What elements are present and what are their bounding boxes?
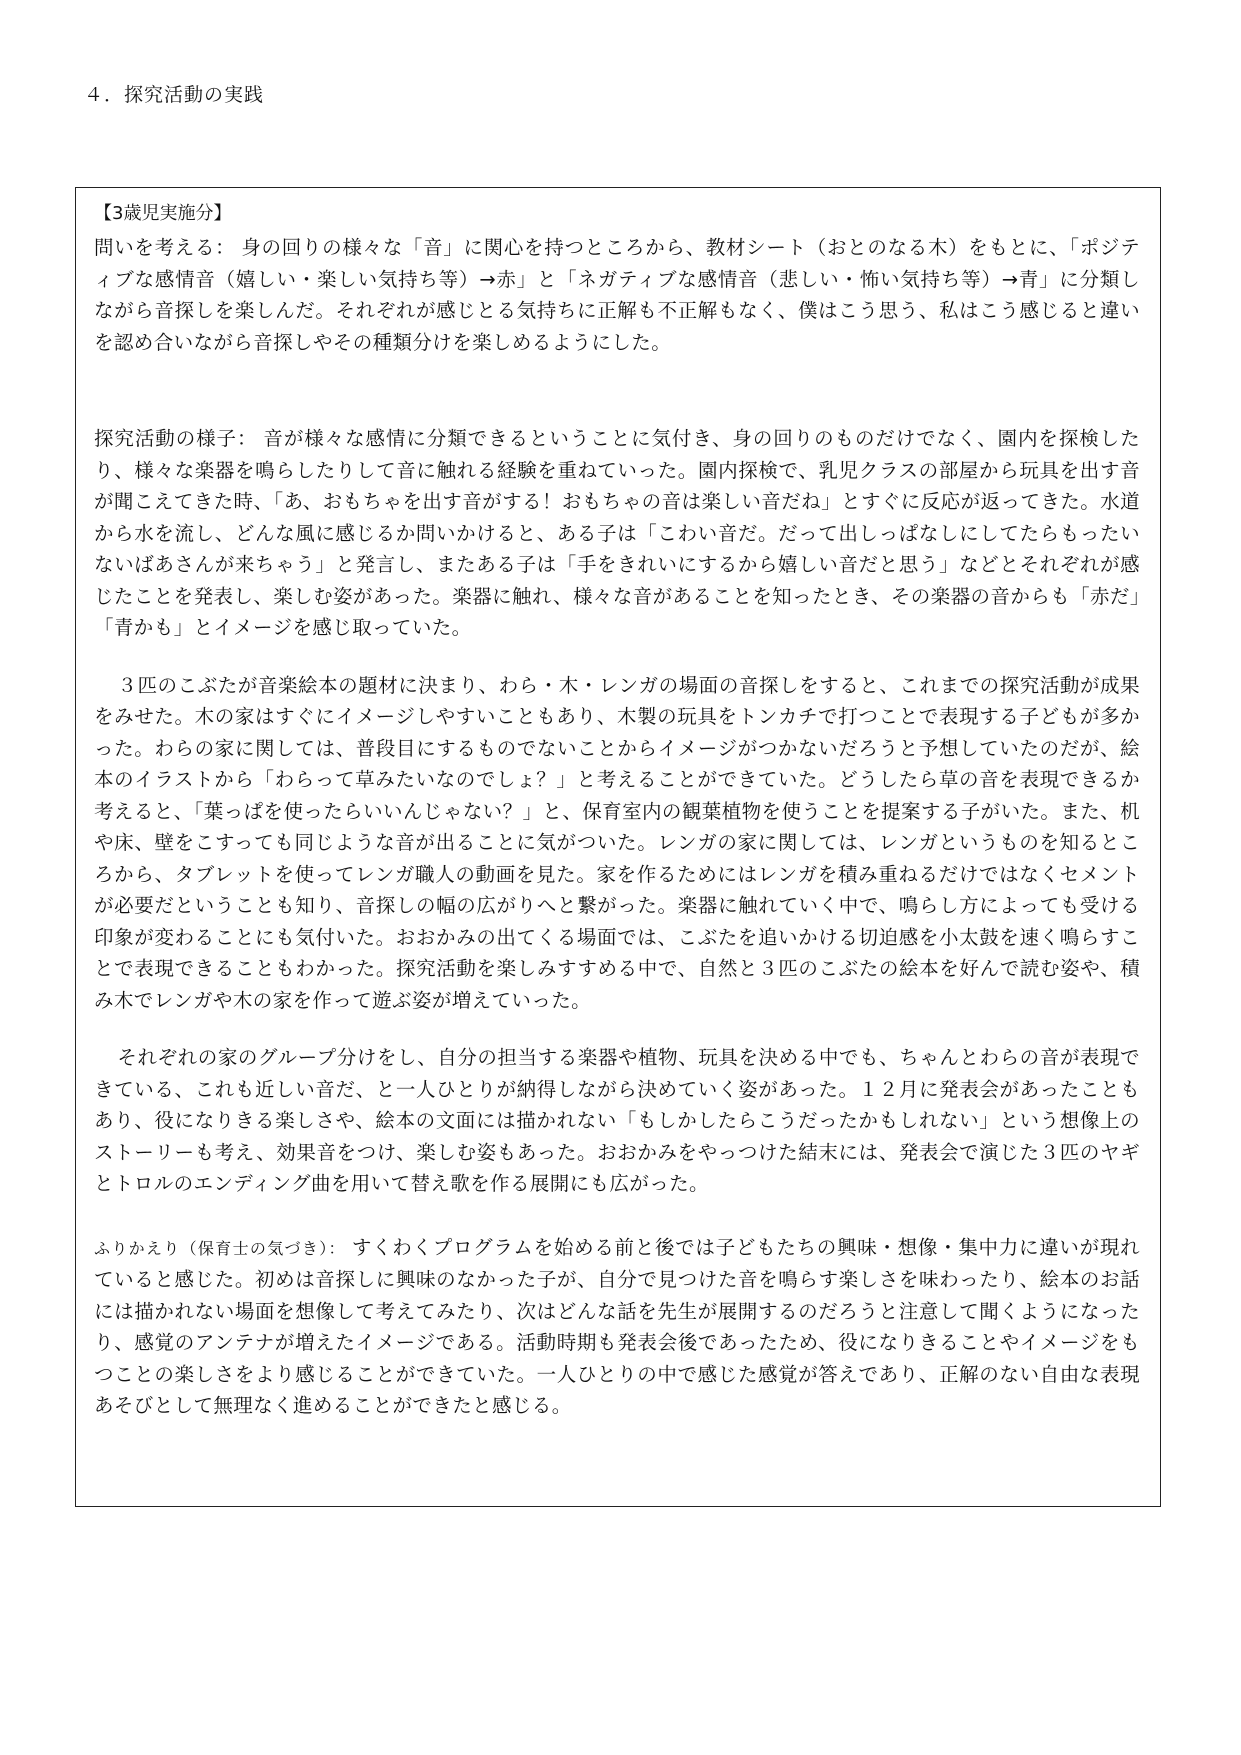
reflection-paragraph xyxy=(94,1232,1140,1422)
reflection-label: ふりかえり（保育士の気づき）： xyxy=(94,1238,346,1258)
question-label: 問いを考える： xyxy=(94,236,236,259)
activity-paragraph xyxy=(94,423,1140,644)
activity-label: 探究活動の様子： xyxy=(94,427,258,450)
question-paragraph xyxy=(94,232,1140,358)
activity-paragraph-2: ３匹のこぶたが音楽絵本の題材に決まり、わら・木・レンガの場面の音探しをすると、これまでの探究活動が成果をみせた。木の家はすぐにイメージしやすいこともあり、木製の玩具をトンカチで打つことで表現する子どもが多かった。わらの家に関しては、普段目にするものでないことからイメージがつかないだろうと予想していたのだが、絵本のイラストから「わらって草みたいなのでしょ？」と考えることができていた。どうしたら草の音を表現できるか考えると、「葉っぱを使ったらいいんじゃない？」と、保育室内の観葉植物を使うことを提案する子がいた。また、机や床、壁をこすっても同じような音が出ることに気がついた。レンガの家に関しては、レンガというものを知るところから、タブレットを使ってレンガ職人の動画を見た。家を作るためにはレンガを積み重ねるだけではなくセメントが必要だということも知り、音探しの幅の広がりへと繋がった。楽器に触れていく中で、鳴らし方によっても受ける印象が変わることにも気付いた。おおかみの出てくる場面では、こぶたを追いかける切迫感を小太鼓を速く鳴らすことで表現できることもわかった。探究活動を楽しみすすめる中で、自然と３匹のこぶたの絵本を好んで読む姿や、積み木でレンガや木の家を作って遊ぶ姿が増えていった。 xyxy=(94,673,1140,1012)
report-box xyxy=(75,187,1161,1507)
reflection-text: すくわくプログラムを始める前と後では子どもたちの興味・想像・集中力に違いが現れていると感じた。初めは音探しに興味のなかった子が、自分で見つけた音を鳴らす楽しさを味わったり、絵本のお話には描かれない場面を想像して考えてみたり、次はどんな話を先生が展開するのだろうと注意して聞くようになったり、感覚のアンテナが増えたイメージである。活動時期も発表会後であったため、役になりきることやイメージをもつことの楽しさをより感じることができていた。一人ひとりの中で感じた感覚が答えであり、正解のない自由な表現あそびとして無理なく進めることができたと感じる。 xyxy=(94,1235,1140,1417)
question-text: 身の回りの様々な「音」に関心を持つところから、教材シート（おとのなる木）をもとに、「ポジティブな感情音（嬉しい・楽しい気持ち等）→赤」と「ネガティブな感情音（悲しい・怖い気持ち等）→青」に分類しながら音探しを楽しんだ。それぞれが感じとる気持ちに正解も不正解もなく、僕はこう思う、私はこう感じると違いを認め合いながら音探しやその種類分けを楽しめるようにした。 xyxy=(94,236,1140,354)
section-heading: ４．探究活動の実践 xyxy=(84,84,265,106)
group-label: 【3歳児実施分】 xyxy=(94,203,232,224)
report-content xyxy=(94,200,1140,1422)
activity-paragraph-3: それぞれの家のグループ分けをし、自分の担当する楽器や植物、玩具を決める中でも、ちゃんとわらの音が表現できている、これも近しい音だ、と一人ひとりが納得しながら決めていく姿があった。１２月に発表会があったこともあり、役になりきる楽しさや、絵本の文面には描かれない「もしかしたらこうだったかもしれない」という想像上のストーリーも考え、効果音をつけ、楽しむ姿もあった。おおかみをやっつけた結末には、発表会で演じた３匹のヤギとトロルのエンディング曲を用いて替え歌を作る展開にも広がった。 xyxy=(94,1046,1140,1195)
activity-text: 音が様々な感情に分類できるということに気付き、身の回りのものだけでなく、園内を探検したり、様々な楽器を鳴らしたりして音に触れる経験を重ねていった。園内探検で、乳児クラスの部屋から玩具を出す音が聞こえてきた時、「あ、おもちゃを出す音がする！おもちゃの音は楽しい音だね」とすぐに反応が返ってきた。水道から水を流し、どんな風に感じるか問いかけると、ある子は「こわい音だ。だって出しっぱなしにしてたらもったいないばあさんが来ちゃう」と発言し、またある子は「手をきれいにするから嬉しい音だと思う」などとそれぞれが感じたことを発表し、楽しむ姿があった。楽器に触れ、様々な音があることを知ったとき、その楽器の音からも「赤だ」「青かも」とイメージを感じ取っていた。 xyxy=(94,427,1140,639)
